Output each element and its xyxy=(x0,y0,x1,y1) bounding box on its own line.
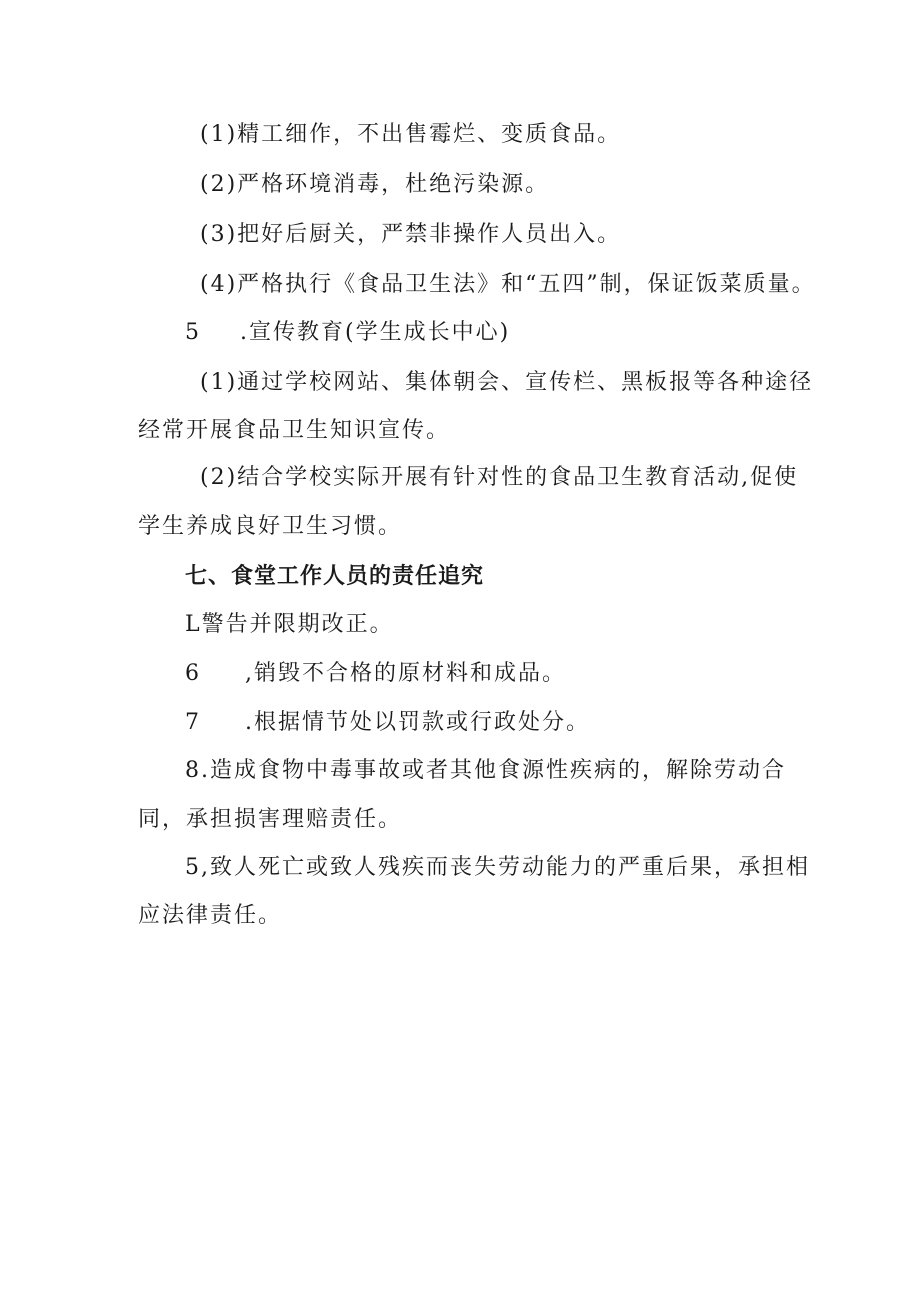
section-item-text: .根据情节处以罚款或行政处分。 xyxy=(245,710,590,735)
paragraph-line: (3)把好后厨关，严禁非操作人员出入。 xyxy=(200,222,622,247)
section-heading: 七、食堂工作人员的责任追究 xyxy=(185,564,485,589)
section-item-number: 6 xyxy=(185,661,201,686)
paragraph-line: (1)精工细作，不出售霉烂、变质食品。 xyxy=(200,122,622,147)
paragraph-line: (2)结合学校实际开展有针对性的食品卫生教育活动,促使 xyxy=(200,465,799,490)
section-item-text: ,销毁不合格的原材料和成品。 xyxy=(245,661,566,686)
paragraph-line: 8.造成食物中毒事故或者其他食源性疾病的，解除劳动合 xyxy=(185,758,786,783)
paragraph-line: 应法律责任。 xyxy=(138,903,283,928)
section-item-text: .宣传教育(学生成长中心) xyxy=(240,320,511,345)
paragraph-line: 学生养成良好卫生习惯。 xyxy=(138,514,403,539)
paragraph-line: L警告并限期改正。 xyxy=(185,612,394,637)
section-item-number: 7 xyxy=(185,710,201,735)
paragraph-line: 同，承担损害理赔责任。 xyxy=(138,807,403,832)
paragraph-line: 5,致人死亡或致人残疾而丧失劳动能力的严重后果，承担相 xyxy=(185,855,810,880)
paragraph-line: (4)严格执行《食品卫生法》和“五四”制，保证饭菜质量。 xyxy=(200,272,816,297)
paragraph-line: (2)严格环境消毒，杜绝污染源。 xyxy=(200,172,550,197)
section-item-number: 5 xyxy=(185,320,201,345)
paragraph-line: (1)通过学校网站、集体朝会、宣传栏、黑板报等各种途径 xyxy=(200,370,814,395)
paragraph-line: 经常开展食品卫生知识宣传。 xyxy=(138,418,451,443)
